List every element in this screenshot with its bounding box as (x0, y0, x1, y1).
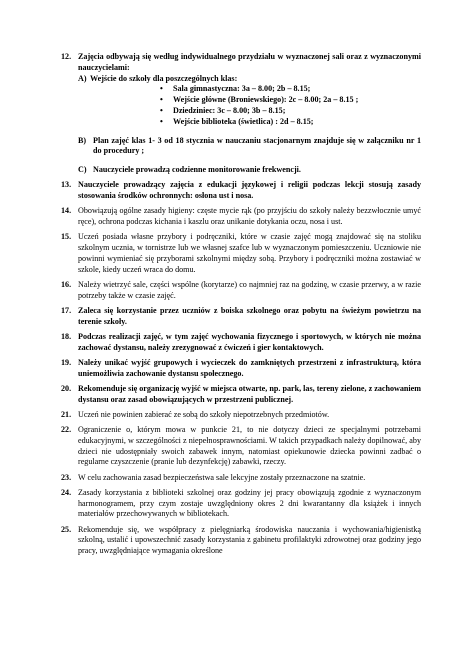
subitem-label: C) (78, 165, 87, 175)
list-item-19 (61, 358, 421, 380)
list-item-12 (61, 52, 421, 176)
item-number: 22. (61, 425, 72, 435)
item-text: Należy wietrzyć sale, części wspólne (korytarze) co najmniej raz na godzinę, w czasie przerwy, a w razie potrzeby także w czasie zajęć. (78, 279, 421, 300)
item-text: Podczas realizacji zajęć, w tym zajęć wychowania fizycznego i sportowych, w których nie można zachować dystansu, należy zrezygnować z ćwiczeń i gier kontaktowych. (78, 331, 421, 352)
item-number: 19. (61, 357, 72, 367)
item-number: 14. (61, 206, 72, 216)
item-text: Zaleca się korzystanie przez uczniów z boiska szkolnego oraz pobytu na świeżym powietrzu na terenie szkoły. (78, 305, 421, 326)
subitem-c (78, 165, 421, 176)
item-number: 17. (61, 305, 72, 315)
item-number: 24. (61, 487, 72, 497)
subitem-label: A) (78, 73, 87, 83)
item-text: Uczeń posiada własne przybory i podręczniki, które w czasie zajęć mogą znajdować się na stoliku szkolnym ucznia, w tornistrze lub we własnej szafce lub w wyznaczonym pomieszczeniu. Uczniowie nie powinni wymieniać się przyborami szkolnymi między sobą. Przybory i podręczniki można zostawiać w szkole, kiedy uczeń wraca do domu. (78, 232, 421, 274)
item-text: Uczeń nie powinien zabierać ze sobą do szkoły niepotrzebnych przedmiotów. (78, 409, 330, 419)
entrance-list (78, 84, 421, 127)
list-item-16 (61, 280, 421, 302)
item-text: Nauczyciele prowadzący zajęcia z edukacji językowej i religii podczas lekcji stosują zasady stosowania środków ochronnych: osłona ust i nosa. (78, 180, 421, 201)
list-item-25 (61, 525, 421, 557)
list-item-13 (61, 180, 421, 202)
item-number: 16. (61, 279, 72, 289)
list-item-15 (61, 232, 421, 275)
list-item-14 (61, 206, 421, 228)
list-item-22 (61, 425, 421, 468)
entrance-item: • Wejście główne (Broniewskiego): 2c – 8.00; 2a – 8.15 ; (160, 95, 421, 106)
item-number: 23. (61, 472, 72, 482)
subitem-text: Wejście do szkoły dla poszczególnych klas: (90, 73, 238, 83)
item-text: Rekomenduje się, we współpracy z pielęgniarką środowiska nauczania i wychowania/higienistką szkolną, ustalić i upowszechnić zasady korzystania z gabinetu profilaktyki zdrowotnej oraz godziny jego pracy, uwzględniające wymagania określone (78, 524, 421, 556)
document-page (61, 52, 421, 561)
item-number: 25. (61, 524, 72, 534)
item-text: Zasady korzystania z biblioteki szkolnej oraz godziny jej pracy obowiązują zgodnie z wyznaczonym harmonogramem, przy czym zostaje uwzględniony okres 2 dni kwarantanny dla książek i innych materiałów przechowywanych w bibliotekach. (78, 487, 421, 519)
item-number: 13. (61, 180, 72, 190)
subitem-text: Plan zajęć klas 1- 3 od 18 stycznia w nauczaniu stacjonarnym znajduje się w załączniku nr 1 do procedury ; (93, 135, 421, 156)
item-text: Obowiązują ogólne zasady higieny: częste mycie rąk (po przyjściu do szkoły należy bezzwłocznie umyć ręce), ochrona podczas kichania i kaszlu oraz unikanie dotykania oczu, nosa i ust. (78, 206, 421, 227)
list-item-23 (61, 473, 421, 484)
subitem-b (78, 136, 421, 158)
item-number: 18. (61, 331, 72, 341)
subitem-label: B) (78, 135, 87, 145)
item-number: 20. (61, 383, 72, 393)
item-text: Zajęcia odbywają się według indywidualnego przydziału w wyznaczonej sali oraz z wyznaczonymi nauczycielami: (78, 52, 421, 72)
list-item-17 (61, 306, 421, 328)
item-text: Ograniczenie o, którym mowa w punkcie 21, to nie dotyczy dzieci ze specjalnymi potrzebami edukacyjnymi, w szczególności z niepełnosprawnościami. W takich przypadkach należy dopilnować, aby dzieci nie udostępniały swoich zabawek innym, natomiast opiekunowie dziecka powinni zadbać o regularne czyszczenie (pranie lub dezynfekcję) zabawki, rzeczy. (78, 425, 421, 467)
item-number: 15. (61, 232, 72, 242)
item-content (78, 52, 421, 176)
list-item-18 (61, 332, 421, 354)
entrance-item: • Wejście biblioteka (świetlica) : 2d – 8.15; (160, 117, 421, 128)
entrance-item: • Dziedziniec: 3c – 8.00; 3b – 8.15; (160, 106, 421, 117)
entrance-item: • Sala gimnastyczna: 3a – 8.00; 2b – 8.15; (160, 84, 421, 95)
list-item-20 (61, 384, 421, 406)
list-item-21 (61, 410, 421, 421)
item-number: 21. (61, 409, 72, 419)
list-item-24 (61, 488, 421, 520)
item-text: Rekomenduje się organizację wyjść w miejsca otwarte, np. park, las, tereny zielone, z zachowaniem dystansu oraz zasad obowiązujących w przestrzeni publicznej. (78, 383, 421, 404)
item-number: 12. (61, 52, 72, 61)
item-text: W celu zachowania zasad bezpieczeństwa sale lekcyjne zostały przeznaczone na szatnie. (78, 472, 366, 482)
subitem-text: Nauczyciele prowadzą codzienne monitorowanie frekwencji. (93, 165, 301, 175)
subitem-a (78, 74, 421, 85)
item-text: Należy unikać wyjść grupowych i wycieczek do zamkniętych przestrzeni z infrastrukturą, która uniemożliwia zachowanie dystansu społecznego. (78, 357, 421, 378)
